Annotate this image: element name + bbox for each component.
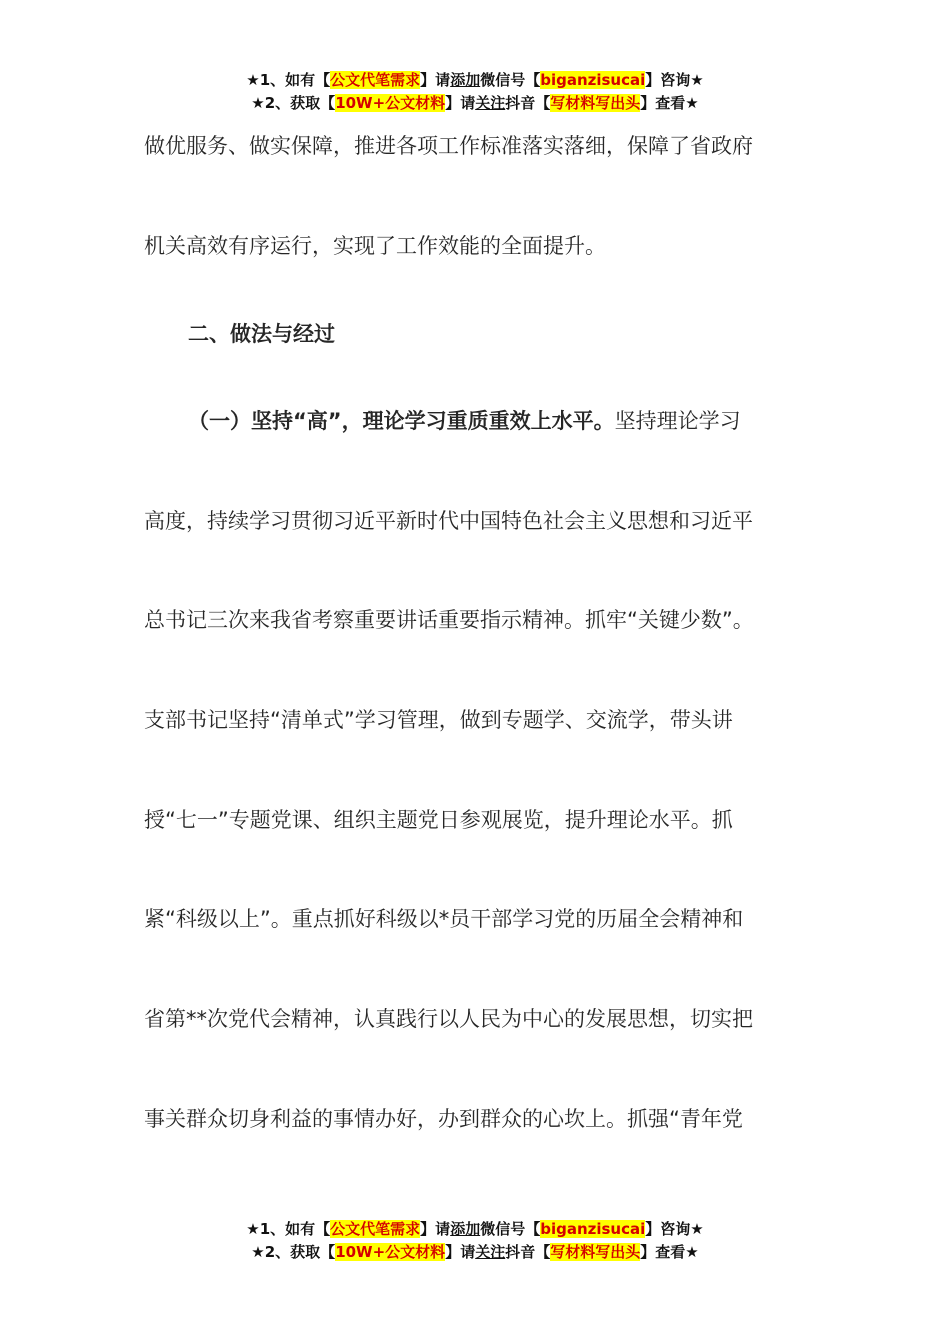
text-line: 授“七一”专题党课、组织主题党日参观展览，提升理论水平。抓: [144, 808, 733, 832]
banner-text: 】咨询★: [645, 71, 704, 89]
banner-text: 】请: [445, 94, 476, 112]
banner-underlined: 关注: [475, 94, 506, 112]
banner-text: 抖音【: [505, 1243, 551, 1261]
banner-highlight: 写材料写出头: [550, 1243, 641, 1261]
subsection-title: （一）坚持“高”，理论学习重质重效上水平。: [188, 409, 615, 433]
footer-banner: [0, 1218, 950, 1264]
text-line: 事关群众切身利益的事情办好，办到群众的心坎上。抓强“青年党: [144, 1107, 743, 1131]
banner-highlight: biganzisucai: [540, 71, 646, 89]
banner-line-2: [0, 1241, 950, 1264]
banner-text: 】请: [420, 71, 451, 89]
subsection-lead: [188, 405, 741, 435]
banner-underlined: 添加: [450, 71, 481, 89]
banner-text: 】查看★: [640, 94, 699, 112]
banner-text: ★2、获取【: [251, 94, 336, 112]
banner-highlight: 公文代笔需求: [330, 1220, 421, 1238]
banner-line-1: [0, 1218, 950, 1241]
text-line: 支部书记坚持“清单式”学习管理，做到专题学、交流学，带头讲: [144, 708, 733, 732]
banner-highlight: 公文代笔需求: [330, 71, 421, 89]
section-heading: 二、做法与经过: [188, 322, 335, 346]
banner-text: ★1、如有【: [246, 1220, 331, 1238]
text-line: 机关高效有序运行，实现了工作效能的全面提升。: [144, 234, 606, 258]
banner-highlight: 写材料写出头: [550, 94, 641, 112]
text-line: 省第**次党代会精神，认真践行以人民为中心的发展思想，切实把: [144, 1007, 753, 1031]
banner-text: ★2、获取【: [251, 1243, 336, 1261]
banner-text: 微信号【: [480, 1220, 541, 1238]
banner-highlight: 10W+公文材料: [335, 94, 446, 112]
banner-underlined: 添加: [450, 1220, 481, 1238]
text-line: 高度，持续学习贯彻习近平新时代中国特色社会主义思想和习近平: [144, 509, 753, 533]
banner-text: ★1、如有【: [246, 71, 331, 89]
text-line: 紧“科级以上”。重点抓好科级以*员干部学习党的历届全会精神和: [144, 907, 744, 931]
banner-line-1: [0, 69, 950, 92]
banner-underlined: 关注: [475, 1243, 506, 1261]
header-banner: [0, 69, 950, 115]
banner-text: 】请: [445, 1243, 476, 1261]
text-line: 总书记三次来我省考察重要讲话重要指示精神。抓牢“关键少数”。: [144, 608, 754, 632]
banner-text: 】咨询★: [645, 1220, 704, 1238]
banner-line-2: [0, 92, 950, 115]
banner-text: 抖音【: [505, 94, 551, 112]
text-line: 做优服务、做实保障，推进各项工作标准落实落细，保障了省政府: [144, 134, 753, 158]
banner-text: 微信号【: [480, 71, 541, 89]
banner-highlight: 10W+公文材料: [335, 1243, 446, 1261]
banner-text: 】查看★: [640, 1243, 699, 1261]
banner-highlight: biganzisucai: [540, 1220, 646, 1238]
banner-text: 】请: [420, 1220, 451, 1238]
subsection-text: 坚持理论学习: [614, 409, 741, 433]
